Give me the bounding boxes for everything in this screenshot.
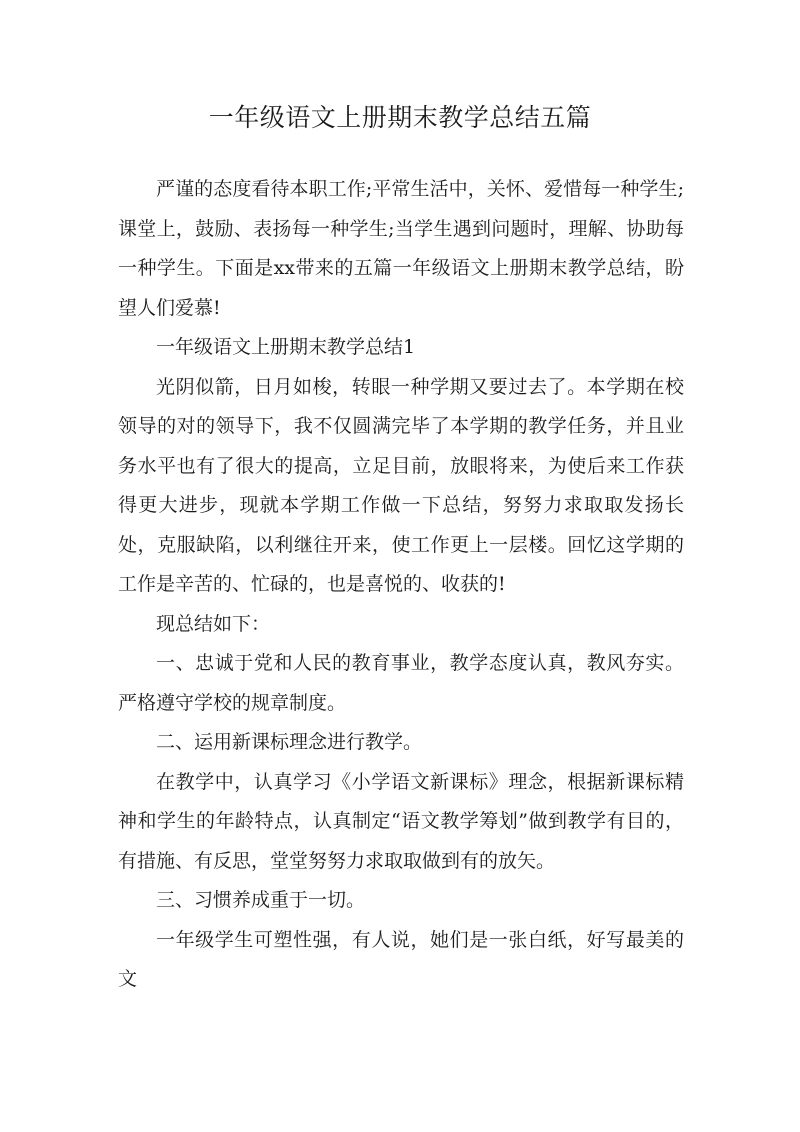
paragraph-point-1: 一、忠诚于党和人民的教育事业，教学态度认真，教风夯实。严格遵守学校的规章制度。	[118, 652, 684, 714]
paragraph-point-3-heading: 三、习惯养成重于一切。	[156, 889, 366, 911]
paragraph-summary-1: 光阴似箭，日月如梭，转眼一种学期又要过去了。本学期在校领导的对的领导下，我不仅圆满完毕了本学期的教学任务，并且业务水平也有了很大的提高，立足目前，放眼将来，为使后来工作获得更大进步，现就本学期工作做一下总结，努努力求取取发扬长处，克服缺陷，以利继往开来，使工作更上一层楼。回忆这学期的工作是辛苦的、忙碌的，也是喜悦的、收获的!	[118, 375, 684, 595]
paragraph-intro: 严谨的态度看待本职工作;平常生活中，关怀、爱惜每一种学生;课堂上，鼓励、表扬每一种学生;当学生遇到问题时，理解、协助每一种学生。下面是xx带来的五篇一年级语文上册期末教学总结，盼望人们爱慕!	[118, 178, 684, 319]
paragraph-point-2-heading: 二、运用新课标理念进行教学。	[156, 731, 423, 753]
paragraph-point-3-body: 一年级学生可塑性强，有人说，她们是一张白纸，好写最美的文	[118, 928, 684, 990]
section-heading-summary-1: 一年级语文上册期末教学总结1	[156, 336, 416, 358]
paragraph-summary-lead: 现总结如下：	[156, 612, 271, 635]
paragraph-point-2-body: 在教学中，认真学习《小学语文新课标》理念，根据新课标精神和学生的年龄特点，认真制定“语文教学筹划”做到教学有目的，有措施、有反思，堂堂努努力求取取做到有的放矢。	[118, 770, 684, 872]
document-title: 一年级语文上册期末教学总结五篇	[208, 103, 592, 132]
document-body	[118, 170, 684, 1000]
